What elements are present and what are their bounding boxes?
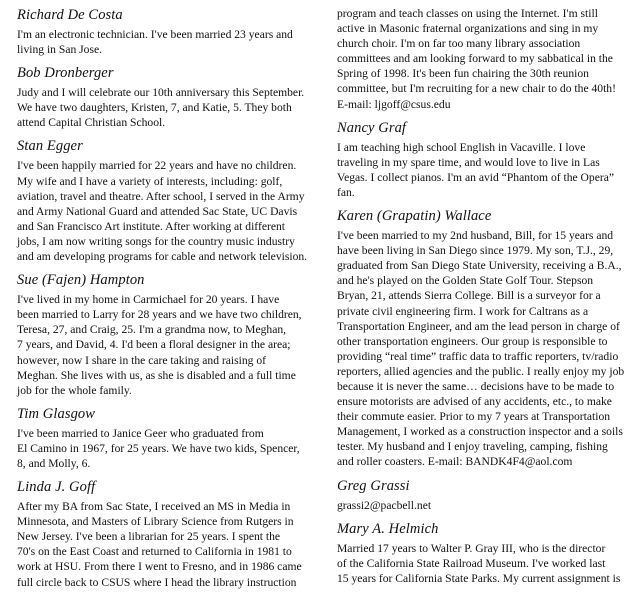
entry-text: I'm an electronic technician. I've been married 23 years and living in San Jose. bbox=[17, 28, 293, 57]
entry-stan-egger bbox=[14, 137, 318, 264]
entry-name: Greg Grassi bbox=[337, 477, 410, 494]
entry-text: Married 17 years to Walter P. Gray III, who is the director of the California State Railroad Museum. I've worked last 15 years for California State Parks. My current assignment is bbox=[337, 541, 621, 585]
left-column bbox=[14, 6, 318, 597]
entry-name: Mary A. Helmich bbox=[337, 520, 439, 537]
entry-nancy-graf bbox=[334, 119, 634, 200]
entry-text: I am teaching high school English in Vacaville. I love traveling in my spare time, and would love to live in Las Vegas. I collect pianos. I'm an avid “Phantom of the Opera” fan. bbox=[337, 140, 615, 199]
entry-name: Nancy Graf bbox=[337, 119, 407, 136]
entry-karen-wallace bbox=[334, 207, 634, 470]
entry-mary-helmich bbox=[334, 520, 634, 586]
entry-name: Bob Dronberger bbox=[17, 65, 114, 82]
entry-richard-de-costa bbox=[14, 6, 318, 57]
entry-text: Judy and I will celebrate our 10th anniversary this September. We have two daughters, Kristen, 7, and Katie, 5. They both attend Capital Christian School. bbox=[17, 86, 305, 130]
entry-linda-goff-continued bbox=[334, 6, 634, 112]
entry-text: I've lived in my home in Carmichael for 20 years. I have been married to Larry for 28 years and we have two children, Teresa, 27, and Craig, 25. I'm a grandma now, to Meghan, 7 years, and David, 4. I'd been a floral designer in the area; however, now I share in the care taking and raising of Meghan. She lives with us, as she is disabled and a full time job for the whole family. bbox=[17, 293, 302, 397]
entry-email: grassi2@pacbell.net bbox=[337, 498, 432, 512]
entry-name: Linda J. Goff bbox=[17, 479, 96, 496]
entry-name: Tim Glasgow bbox=[17, 405, 96, 422]
entry-text: I've been married to my 2nd husband, Bill, for 15 years and have been living in San Diego since 1979. My son, T.J., 29, graduated from San Diego State University, receiving a B.A., and he's played on the Golden State Golf Tour. Stepson Bryan, 21, attends Sierra College. Bill is a surveyor for a private civil engineering firm. I work for Caltrans as a Transportation Engineer, and am the lead person in charge of other transportation engineers. Our group is responsible to providing “real time” traffic data to traffic reporters, tv/radio reporters, allied agencies and the public. I really enjoy my job because it is never the same… decisions have to be made to ensure motorists are advised of any accidents, etc., to make their commute easier. Prior to my 7 years at Transportation Management, I worked as a construction inspector and a soils tester. My husband and I enjoy traveling, camping, fishing and roller coasters. E-mail: BANDK4F4@aol.com bbox=[337, 229, 625, 469]
entry-name: Sue (Fajen) Hampton bbox=[17, 272, 145, 289]
entry-bob-dronberger bbox=[14, 64, 318, 130]
entry-name: Stan Egger bbox=[17, 138, 83, 155]
entry-linda-goff bbox=[14, 478, 318, 590]
entry-name: Karen (Grapatin) Wallace bbox=[337, 208, 492, 225]
right-column bbox=[334, 6, 634, 593]
entry-text-continued: program and teach classes on using the Internet. I'm still active in Masonic fraternal organizations and sing in my church choir. I'm on far too many library association committees and am looking forward to my sabbatical in the Spring of 1998. It's been fun chairing the 30th reunion committee, but I'm recruiting for a new chair to do the 40th! E-mail: ljgoff@csus.edu bbox=[337, 7, 616, 111]
entry-text: I've been married to Janice Geer who graduated from El Camino in 1967, for 25 years. We have two kids, Spencer, 8, and Molly, 6. bbox=[17, 426, 300, 470]
entry-greg-grassi bbox=[334, 477, 634, 513]
entry-sue-hampton bbox=[14, 271, 318, 398]
entry-text: I've been happily married for 22 years and have no children. My wife and I have a variety of interests, including: golf, aviation, travel and theatre. After school, I served in the Army and Army National Guard and attended Sac State, UC Davis and San Francisco Art institute. After working at different jobs, I am now writing songs for the country music industry and am developing programs for cable and network television. bbox=[17, 159, 308, 264]
entry-text: After my BA from Sac State, I received an MS in Media in Minnesota, and Masters of Library Science from Rutgers in New Jersey. I've been a librarian for 25 years. I spent the 70's on the East Coast and returned to California in 1981 to work at HSU. From there I went to Fresno, and in 1986 came full circle back to CSUS where I head the library instruction bbox=[17, 500, 302, 589]
entry-name: Richard De Costa bbox=[17, 7, 123, 23]
entry-tim-glasgow bbox=[14, 405, 318, 471]
